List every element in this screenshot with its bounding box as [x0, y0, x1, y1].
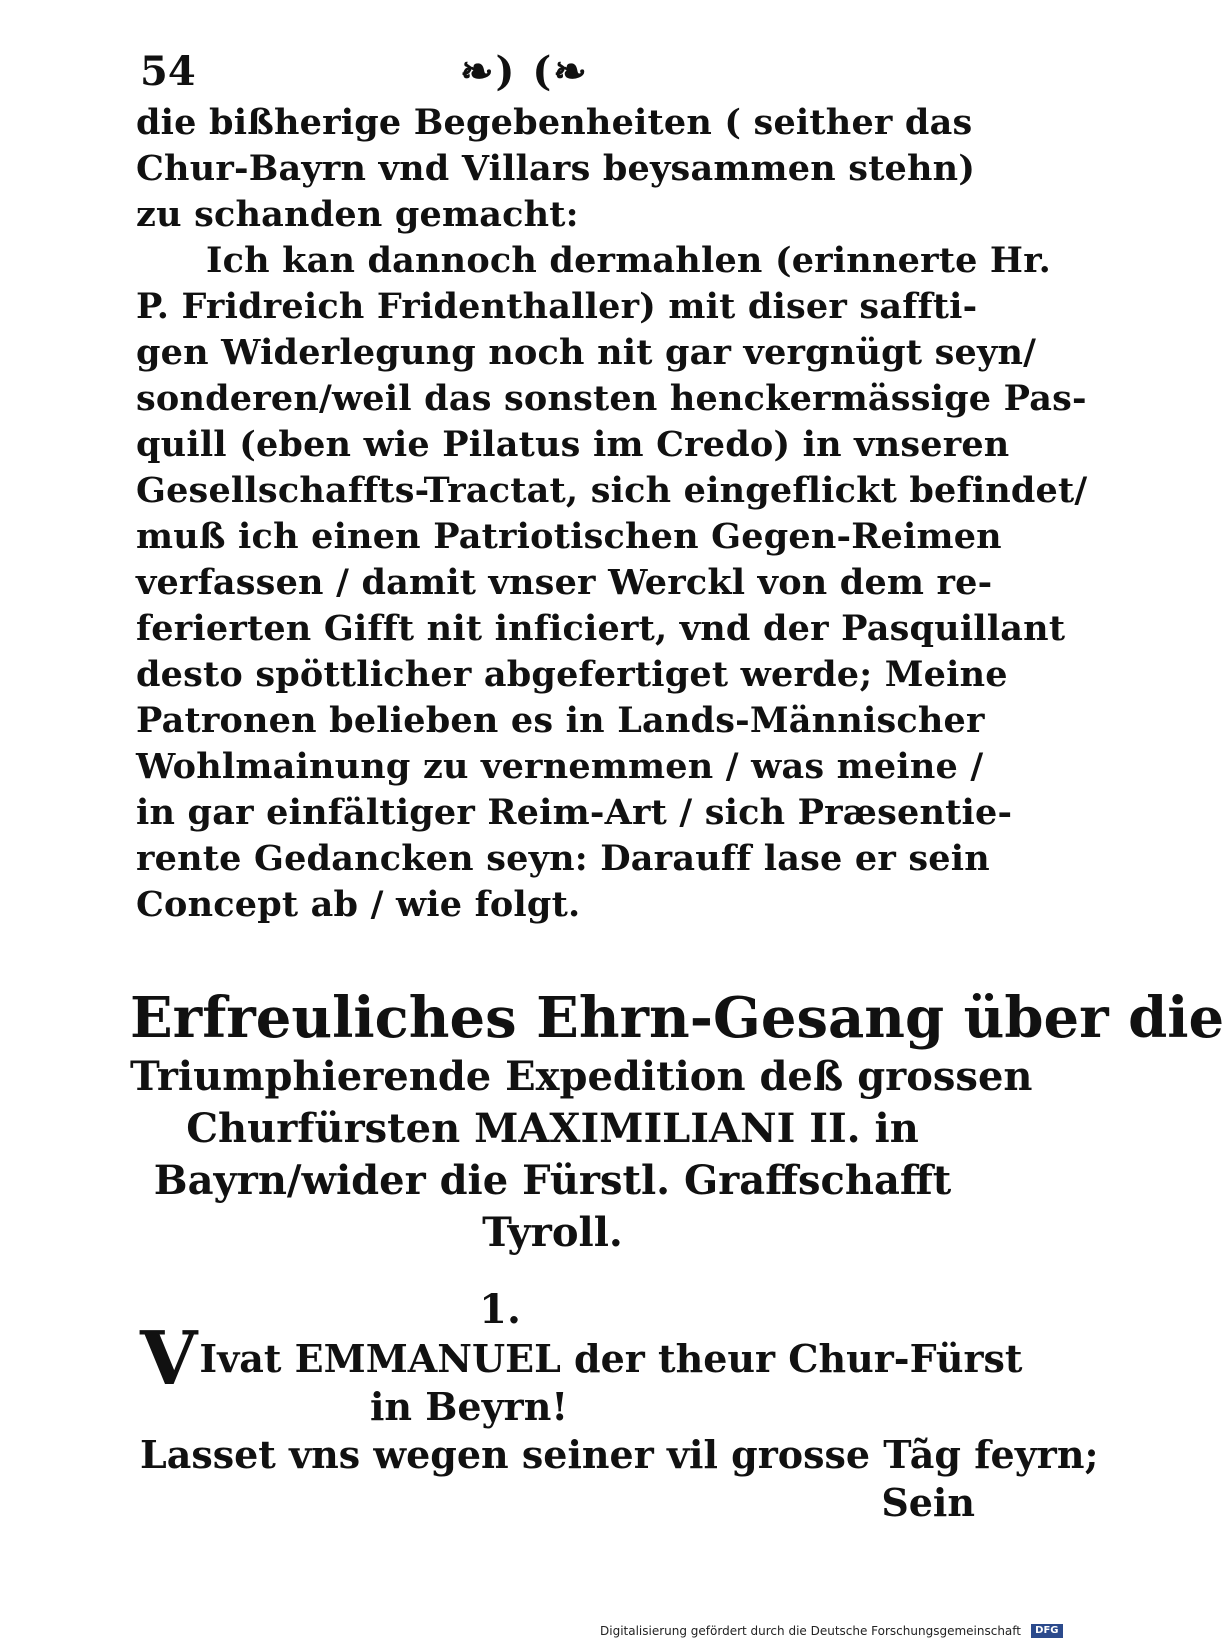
- text-line: sonderen/weil das sonsten henckermässige Pas-: [136, 378, 1087, 419]
- dfg-logo-icon: DFG: [1031, 1624, 1063, 1638]
- digitization-footer: [600, 1620, 1059, 1640]
- text-line: verfassen / damit vnser Werckl von dem re-: [136, 562, 993, 603]
- catchword: Sein: [881, 1480, 975, 1525]
- verse-line: Lasset vns wegen seiner vil grosse Tãg feyrn;: [140, 1432, 1099, 1477]
- text-line: P. Fridreich Fridenthaller) mit diser saffti-: [136, 286, 978, 327]
- text-line: Gesellschaffts-Tractat, sich eingeflickt befindet/: [136, 470, 1088, 511]
- verse-line: in Beyrn!: [370, 1384, 568, 1429]
- verse-stanza: [140, 1316, 1099, 1527]
- verse-line: [140, 1316, 1023, 1402]
- title-line: Triumphierende Expedition deß grossen: [130, 1053, 1033, 1100]
- body-paragraph: [136, 100, 1088, 928]
- page-header: [140, 42, 960, 102]
- verse-line-text: Ivat EMMANUEL der theur Chur-Fürst: [199, 1336, 1023, 1381]
- title-line: Churfürsten MAXIMILIANI II. in: [186, 1105, 919, 1152]
- text-line: Chur-Bayrn vnd Villars beysammen stehn): [136, 148, 976, 189]
- text-line: Patronen belieben es in Lands-Männischer: [136, 700, 985, 741]
- text-line: die bißherige Begebenheiten ( seither das: [136, 102, 973, 143]
- stanza-number: 1.: [479, 1286, 521, 1333]
- text-line: ferierten Gifft nit inficiert, vnd der Pasquillant: [136, 608, 1066, 649]
- title-line: Bayrn/wider die Fürstl. Graffschafft: [153, 1157, 952, 1204]
- title-line: Tyroll.: [482, 1209, 623, 1256]
- text-line: desto spöttlicher abgefertiget werde; Meine: [136, 654, 1008, 695]
- text-line: gen Widerlegung noch nit gar vergnügt seyn/: [136, 332, 1037, 373]
- text-line: rente Gedancken seyn: Darauff lase er sein: [136, 838, 990, 879]
- text-line: muß ich einen Patriotischen Gegen-Reimen: [136, 516, 1002, 557]
- text-line: Ich kan dannoch dermahlen (erinnerte Hr.: [206, 240, 1052, 281]
- text-line: Wohlmainung zu vernemmen / was meine /: [136, 746, 984, 787]
- footer-credit: Digitalisierung gefördert durch die Deutsche Forschungsgemeinschaft: [600, 1623, 1022, 1638]
- song-title: [130, 985, 1224, 1259]
- page-number: 54: [140, 48, 196, 95]
- title-line: Erfreuliches Ehrn-Gesang über die: [130, 985, 1224, 1051]
- text-line: in gar einfältiger Reim-Art / sich Præsentie-: [136, 792, 1013, 833]
- text-line: quill (eben wie Pilatus im Credo) in vnseren: [136, 424, 1010, 465]
- text-line: zu schanden gemacht:: [136, 194, 579, 235]
- drop-cap: V: [140, 1316, 198, 1402]
- header-ornament: ❧) (❧: [460, 48, 589, 95]
- text-line: Concept ab / wie folgt.: [136, 884, 581, 925]
